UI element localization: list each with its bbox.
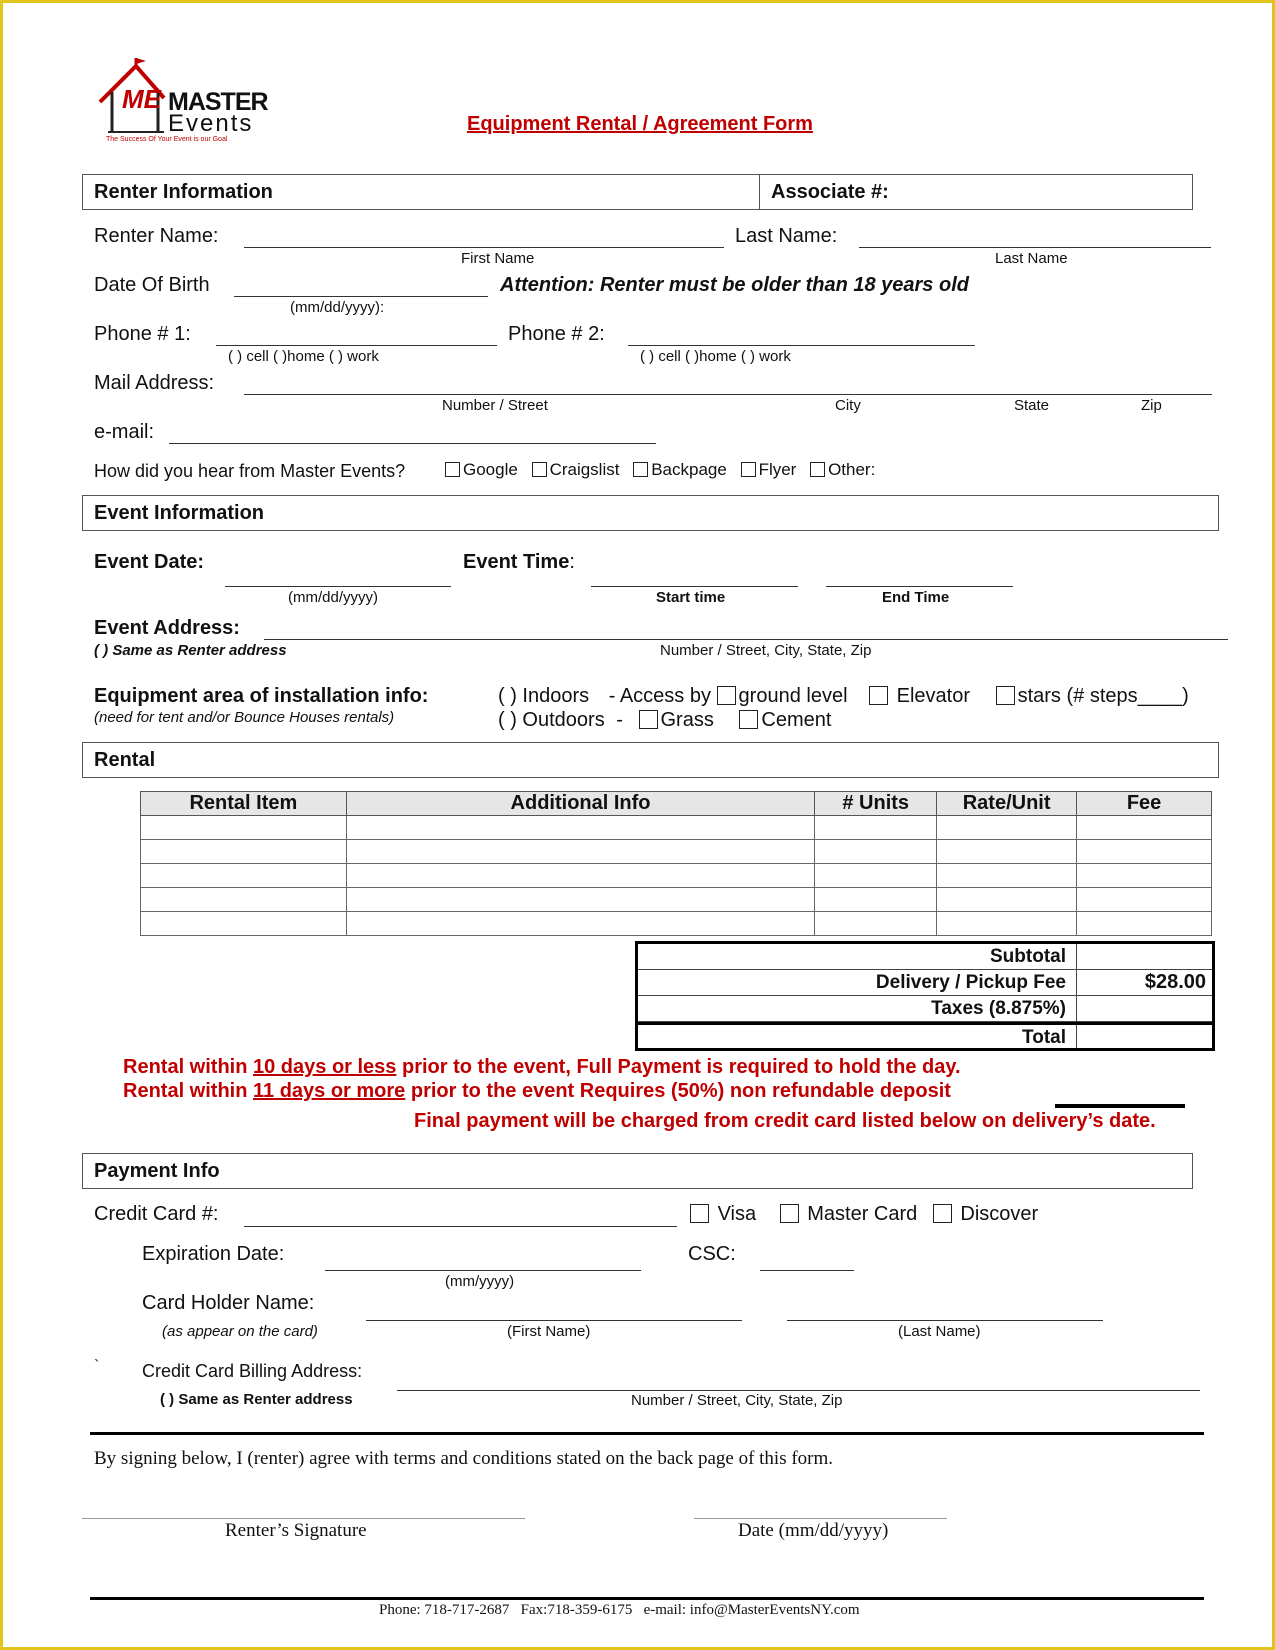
- start-time-hint: Start time: [656, 589, 726, 606]
- outdoors-dash: -: [616, 709, 623, 731]
- billing-same-as-renter[interactable]: ( ) Same as Renter address: [160, 1391, 353, 1408]
- logo-mark: ME: [122, 84, 161, 114]
- col-rate-unit: Rate/Unit: [937, 792, 1077, 816]
- rental-cell[interactable]: [1077, 888, 1212, 912]
- phone2-types[interactable]: ( ) cell ( )home ( ) work: [640, 348, 791, 365]
- billing-address-field[interactable]: [397, 1390, 1200, 1391]
- checkbox-icon[interactable]: [639, 710, 658, 729]
- col-fee: Fee: [1077, 792, 1212, 816]
- card-holder-note: (as appear on the card): [162, 1323, 318, 1340]
- form-title: Equipment Rental / Agreement Form: [467, 113, 813, 135]
- footer-divider: [90, 1597, 1204, 1600]
- dob-field[interactable]: [234, 296, 488, 297]
- payment-section-header: [82, 1153, 1193, 1189]
- checkbox-icon[interactable]: [810, 462, 825, 477]
- mail-zip-hint: Zip: [1141, 397, 1162, 414]
- checkbox-icon[interactable]: [741, 462, 756, 477]
- rental-cell[interactable]: [346, 912, 814, 936]
- expiration-hint: (mm/yyyy): [445, 1273, 515, 1290]
- signature-date-label: Date (mm/dd/yyyy): [738, 1520, 889, 1541]
- checkbox-icon[interactable]: [717, 686, 736, 705]
- stray-backtick: `: [94, 1358, 100, 1375]
- checkbox-icon[interactable]: [445, 462, 460, 477]
- notice-line1: Rental within 10 days or less prior to the event, Full Payment is required to hold the day.: [123, 1056, 961, 1078]
- rental-cell[interactable]: [346, 816, 814, 840]
- logo-brand-line2: Events: [168, 110, 254, 137]
- renter-section-title: Renter Information: [94, 181, 273, 203]
- event-date-label: Event Date:: [94, 551, 205, 573]
- total-value[interactable]: [1077, 1025, 1212, 1048]
- phone1-label: Phone # 1:: [94, 323, 191, 345]
- credit-card-label: Credit Card #:: [94, 1203, 219, 1225]
- expiration-label: Expiration Date:: [142, 1243, 285, 1265]
- install-note: (need for tent and/or Bounce Houses rentals): [94, 709, 395, 726]
- rental-cell[interactable]: [1077, 840, 1212, 864]
- rental-cell[interactable]: [937, 864, 1077, 888]
- table-row: [141, 888, 1212, 912]
- signature-label: Renter’s Signature: [225, 1520, 367, 1541]
- end-time-hint: End Time: [882, 589, 950, 606]
- taxes-row: [638, 996, 1212, 1022]
- install-row-indoors: [498, 685, 1189, 708]
- event-address-label: Event Address:: [94, 617, 240, 639]
- rental-cell[interactable]: [1077, 912, 1212, 936]
- mail-street-hint: Number / Street: [442, 397, 548, 414]
- renter-section-header: [82, 174, 1193, 210]
- signature-line[interactable]: [82, 1518, 525, 1519]
- event-date-hint: (mm/dd/yyyy): [288, 589, 378, 606]
- notice-line2: Rental within 11 days or more prior to the event Requires (50%) non refundable deposit: [123, 1080, 951, 1102]
- table-row: [141, 840, 1212, 864]
- card-type-mastercard[interactable]: Master Card: [780, 1203, 918, 1225]
- col-additional-info: Additional Info: [346, 792, 814, 816]
- phone2-field[interactable]: [628, 345, 975, 346]
- hear-option-craigslist[interactable]: Craigslist: [532, 460, 620, 479]
- last-name-hint: Last Name: [995, 250, 1068, 267]
- totals-box: [635, 941, 1215, 1051]
- rental-header-row: [141, 792, 1212, 816]
- holder-last-hint: (Last Name): [898, 1323, 981, 1340]
- expiration-field[interactable]: [325, 1270, 641, 1271]
- associate-label: Associate #:: [771, 181, 889, 203]
- credit-card-field[interactable]: [244, 1226, 677, 1227]
- hear-option-other[interactable]: Other:: [810, 460, 875, 479]
- access-by-label: - Access by: [608, 685, 711, 707]
- logo-brand-line1: MASTER: [168, 88, 268, 116]
- table-row: [141, 864, 1212, 888]
- holder-first-hint: (First Name): [507, 1323, 591, 1340]
- rental-section-title: Rental: [94, 749, 156, 771]
- subtotal-label: Subtotal: [638, 944, 1077, 969]
- rental-section-header: [82, 742, 1219, 778]
- rental-cell[interactable]: [141, 888, 347, 912]
- billing-address-hint: Number / Street, City, State, Zip: [631, 1392, 843, 1409]
- phone2-label: Phone # 2:: [508, 323, 605, 345]
- col-rental-item: Rental Item: [141, 792, 347, 816]
- rental-cell[interactable]: [141, 912, 347, 936]
- dob-hint: (mm/dd/yyyy):: [290, 299, 385, 316]
- card-type-options: [690, 1203, 1038, 1226]
- phone1-types[interactable]: ( ) cell ( )home ( ) work: [228, 348, 379, 365]
- indoors-option[interactable]: ( ) Indoors: [498, 685, 590, 707]
- holder-first-name-field[interactable]: [366, 1320, 742, 1321]
- elevator-option[interactable]: Elevator: [869, 685, 970, 707]
- event-address-field[interactable]: [264, 639, 1228, 640]
- stairs-option[interactable]: stars (# steps____): [996, 685, 1189, 707]
- event-time-label: Event Time:: [463, 551, 575, 573]
- taxes-value[interactable]: [1077, 996, 1212, 1021]
- delivery-fee-row: [638, 970, 1212, 996]
- card-type-discover[interactable]: Discover: [933, 1203, 1038, 1225]
- email-label: e-mail:: [94, 421, 155, 443]
- delivery-fee-label: Delivery / Pickup Fee: [638, 970, 1077, 995]
- csc-field[interactable]: [760, 1270, 854, 1271]
- mail-address-label: Mail Address:: [94, 372, 215, 394]
- taxes-label: Taxes (8.875%): [638, 996, 1077, 1021]
- holder-last-name-field[interactable]: [787, 1320, 1103, 1321]
- billing-address-label: Credit Card Billing Address:: [142, 1361, 363, 1381]
- rental-cell[interactable]: [815, 840, 937, 864]
- rental-cell[interactable]: [937, 912, 1077, 936]
- rental-cell[interactable]: [141, 864, 347, 888]
- attention-note: Attention: Renter must be older than 18 years old: [500, 274, 969, 296]
- checkbox-icon[interactable]: [532, 462, 547, 477]
- mail-state-hint: State: [1014, 397, 1050, 414]
- rental-cell[interactable]: [815, 864, 937, 888]
- checkbox-icon[interactable]: [780, 1204, 799, 1223]
- rental-cell[interactable]: [937, 888, 1077, 912]
- table-row: [141, 816, 1212, 840]
- col-units: # Units: [815, 792, 937, 816]
- rental-cell[interactable]: [346, 864, 814, 888]
- subtotal-row: [638, 944, 1212, 970]
- install-label: Equipment area of installation info:: [94, 685, 429, 707]
- rental-table: [140, 791, 1212, 936]
- rental-cell[interactable]: [815, 888, 937, 912]
- event-address-hint: Number / Street, City, State, Zip: [660, 642, 872, 659]
- agreement-text: By signing below, I (renter) agree with terms and conditions stated on the back page of this form.: [94, 1448, 834, 1469]
- end-time-field[interactable]: [826, 586, 1013, 587]
- rental-cell[interactable]: [346, 888, 814, 912]
- checkbox-icon[interactable]: [633, 462, 648, 477]
- mail-address-field[interactable]: [244, 394, 1212, 395]
- rental-cell[interactable]: [937, 816, 1077, 840]
- notice-rule: [1055, 1104, 1185, 1108]
- rental-cell[interactable]: [141, 840, 347, 864]
- rental-cell[interactable]: [1077, 816, 1212, 840]
- grass-option[interactable]: Grass: [639, 709, 714, 731]
- ground-level-option[interactable]: ground level: [717, 685, 848, 707]
- table-row: [141, 912, 1212, 936]
- hear-label: How did you hear from Master Events?: [94, 461, 406, 481]
- event-same-as-renter[interactable]: ( ) Same as Renter address: [94, 642, 287, 659]
- logo-tagline: The Success Of Your Event is our Goal: [106, 136, 228, 143]
- delivery-fee-value: $28.00: [1144, 971, 1206, 993]
- email-field[interactable]: [169, 443, 656, 444]
- hear-option-backpage[interactable]: Backpage: [633, 460, 727, 479]
- hear-option-flyer[interactable]: Flyer: [741, 460, 797, 479]
- signature-date-line[interactable]: [694, 1518, 947, 1519]
- hear-option-google[interactable]: Google: [445, 460, 518, 479]
- payment-section-title: Payment Info: [94, 1160, 220, 1182]
- subtotal-value[interactable]: [1077, 944, 1212, 969]
- cement-option[interactable]: Cement: [739, 709, 831, 731]
- checkbox-icon[interactable]: [869, 686, 888, 705]
- rental-cell[interactable]: [815, 912, 937, 936]
- checkbox-icon[interactable]: [933, 1204, 952, 1223]
- renter-name-label: Renter Name:: [94, 225, 219, 247]
- hear-options: [445, 460, 875, 480]
- checkbox-icon[interactable]: [739, 710, 758, 729]
- dob-label: Date Of Birth: [94, 274, 210, 296]
- start-time-field[interactable]: [591, 586, 798, 587]
- checkbox-icon[interactable]: [690, 1204, 709, 1223]
- logo: [98, 58, 268, 148]
- rental-cell[interactable]: [346, 840, 814, 864]
- card-type-visa[interactable]: Visa: [690, 1203, 756, 1225]
- phone1-field[interactable]: [216, 345, 497, 346]
- notice-line3: Final payment will be charged from credit card listed below on delivery’s date.: [414, 1110, 1156, 1132]
- rental-cell[interactable]: [1077, 864, 1212, 888]
- install-row-outdoors: [498, 709, 831, 732]
- rental-cell[interactable]: [937, 840, 1077, 864]
- event-date-field[interactable]: [225, 586, 451, 587]
- total-label: Total: [638, 1025, 1077, 1048]
- mail-city-hint: City: [835, 397, 861, 414]
- first-name-hint: First Name: [461, 250, 535, 267]
- checkbox-icon[interactable]: [996, 686, 1015, 705]
- last-name-field[interactable]: [859, 247, 1211, 248]
- divider: [90, 1432, 1204, 1435]
- csc-label: CSC:: [688, 1243, 736, 1265]
- last-name-label: Last Name:: [735, 225, 838, 247]
- total-row: [638, 1022, 1212, 1048]
- first-name-field[interactable]: [244, 247, 724, 248]
- event-section-title: Event Information: [94, 502, 265, 524]
- footer-contact: Phone: 718-717-2687 Fax:718-359-6175 e-mail: info@MasterEventsNY.com: [379, 1602, 860, 1618]
- rental-cell[interactable]: [141, 816, 347, 840]
- rental-cell[interactable]: [815, 816, 937, 840]
- outdoors-option[interactable]: ( ) Outdoors: [498, 709, 605, 731]
- event-section-header: [82, 495, 1219, 531]
- card-holder-label: Card Holder Name:: [142, 1292, 315, 1314]
